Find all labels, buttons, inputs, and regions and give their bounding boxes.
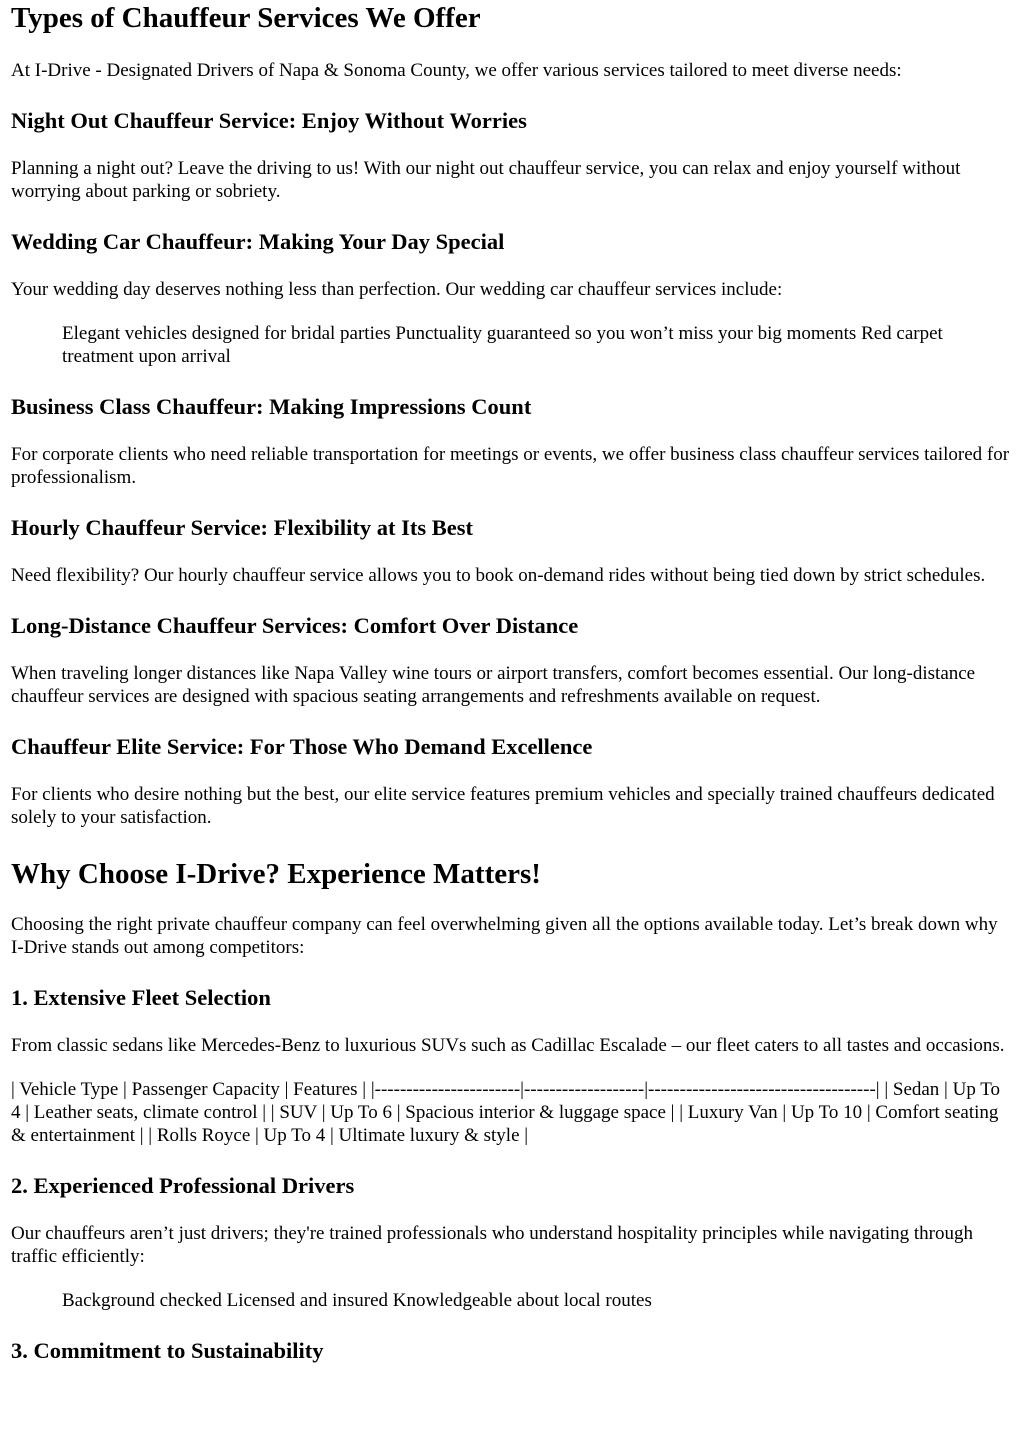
wedding-text: Your wedding day deserves nothing less than perfection. Our wedding car chauffeur services include: (11, 279, 783, 300)
fleet-text: From classic sedans like Mercedes-Benz to luxurious SUVs such as Cadillac Escalade – our fleet caters to all tastes and occasions. (11, 1035, 1005, 1056)
hourly-text: Need flexibility? Our hourly chauffeur service allows you to book on-demand rides without being tied down by strict schedules. (11, 565, 986, 586)
drivers-qualities-list: Background checked Licensed and insured Knowledgeable about local routes (62, 1290, 652, 1311)
hourly-heading: Hourly Chauffeur Service: Flexibility at Its Best (11, 515, 474, 540)
sustainability-heading: 3. Commitment to Sustainability (11, 1338, 324, 1363)
wedding-heading: Wedding Car Chauffeur: Making Your Day Special (11, 229, 505, 254)
drivers-heading: 2. Experienced Professional Drivers (11, 1173, 355, 1198)
why-choose-heading: Why Choose I-Drive? Experience Matters! (11, 858, 541, 890)
business-text: For corporate clients who need reliable transportation for meetings or events, we offer business class chauffeur services tailored for professionalism. (11, 444, 1010, 488)
fleet-table-text: | Vehicle Type | Passenger Capacity | Features | |-----------------------|-------------------|------------------------------------| | Sedan | Up To 4 | Leather seats, climate control | | SUV | Up To 6 | Spacious interior & luggage space | | Luxury Van | Up To 10 | Comfort seating & entertainment | | Rolls Royce | Up To 4 | Ultimate luxury & style | (11, 1079, 1001, 1146)
types-heading: Types of Chauffeur Services We Offer (11, 2, 481, 34)
long-distance-text: When traveling longer distances like Napa Valley wine tours or airport transfers, comfort becomes essential. Our long-distance chauffeur services are designed with spacious seating arrangements and refreshments available on request. (11, 663, 976, 707)
long-distance-heading: Long-Distance Chauffeur Services: Comfort Over Distance (11, 613, 579, 638)
elite-heading: Chauffeur Elite Service: For Those Who Demand Excellence (11, 734, 593, 759)
drivers-text: Our chauffeurs aren’t just drivers; they're trained professionals who understand hospitality principles while navigating through traffic efficiently: (11, 1223, 973, 1267)
why-choose-text: Choosing the right private chauffeur company can feel overwhelming given all the options available today. Let’s break down why I-Drive stands out among competitors: (11, 914, 998, 958)
fleet-heading: 1. Extensive Fleet Selection (11, 985, 271, 1010)
elite-text: For clients who desire nothing but the best, our elite service features premium vehicles and specially trained chauffeurs dedicated solely to your satisfaction. (11, 784, 995, 828)
night-out-text: Planning a night out? Leave the driving to us! With our night out chauffeur service, you can relax and enjoy yourself without worrying about parking or sobriety. (11, 158, 961, 202)
business-heading: Business Class Chauffeur: Making Impressions Count (11, 394, 532, 419)
types-intro: At I-Drive - Designated Drivers of Napa & Sonoma County, we offer various services tailored to meet diverse needs: (11, 60, 902, 81)
wedding-features-list: Elegant vehicles designed for bridal parties Punctuality guaranteed so you won’t miss your big moments Red carpet treatment upon arrival (62, 323, 943, 367)
night-out-heading: Night Out Chauffeur Service: Enjoy Without Worries (11, 108, 527, 133)
